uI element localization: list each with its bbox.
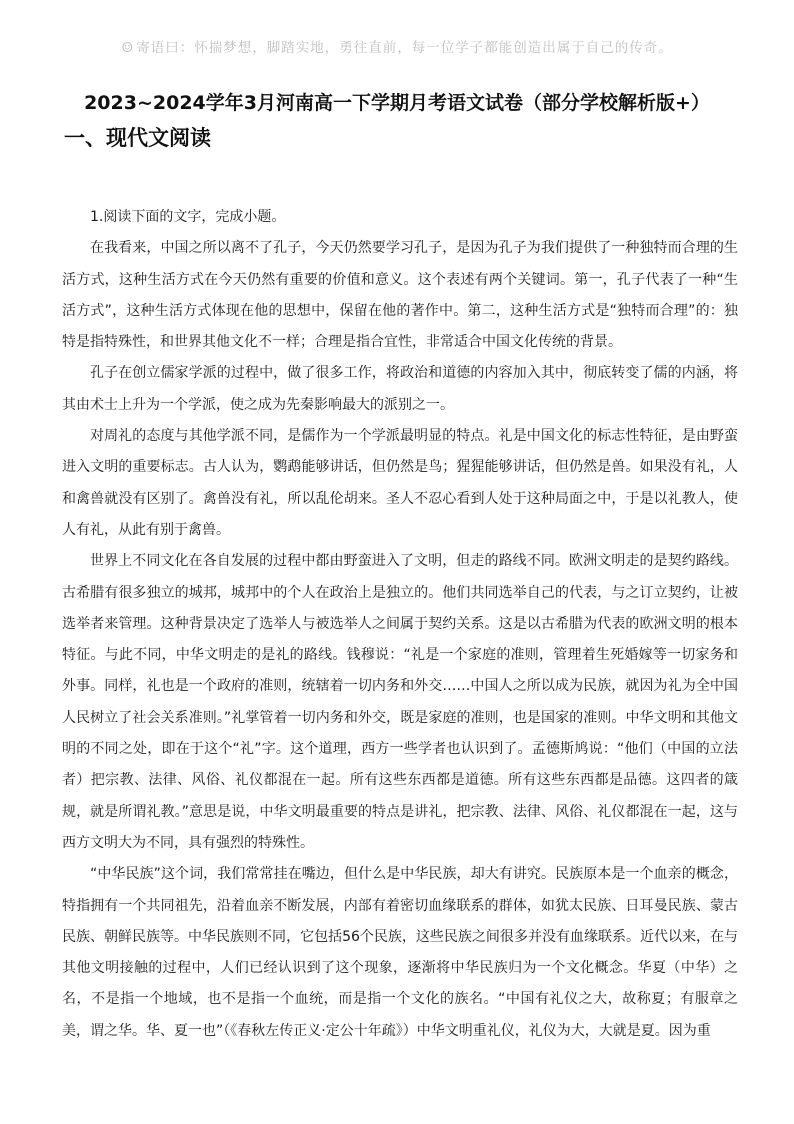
motto-text: 寄语曰：怀揣梦想，脚踏实地，勇往直前，每一位学子都能创造出属于自己的传奇。 xyxy=(136,40,673,56)
passage-paragraph: 孔子在创立儒家学派的过程中，做了很多工作，将政治和道德的内容加入其中，彻底转变了儒的内涵，将其由术士上升为一个学派，使之成为先秦影响最大的派别之一。 xyxy=(62,365,738,413)
passage-paragraph: 世界上不同文化在各自发展的过程中都由野蛮进入了文明，但走的路线不同。欧洲文明走的是契约路线。古希腊有很多独立的城邦，城邦中的个人在政治上是独立的。他们共同选举自己的代表，与之订立契约，让被选举者来管理。这种背景决定了选举人与被选举人之间属于契约关系。这是以古希腊为代表的欧洲文明的根本特征。与此不同，中华文明走的是礼的路线。钱穆说：“礼是一个家庭的准则，管理着生死婚嫁等一切家务和外事。同样，礼也是一个政府的准则，统辖着一切内务和外交……中国人之所以成为民族，就因为礼为全中国人民树立了社会关系准则。”礼掌管着一切内务和外交，既是家庭的准则，也是国家的准则。中华文明和其他文明的不同之处，即在于这个“礼”字。这个道理，西方一些学者也认识到了。孟德斯鸠说：“他们（中国的立法者）把宗教、法律、风俗、礼仪都混在一起。所有这些东西都是道德。所有这些东西都是品德。这四者的箴规，就是所谓礼教。”意思是说，中华文明最重要的特点是讲礼，把宗教、法律、风俗、礼仪都混在一起，这与西方文明大为不同，具有强烈的特殊性。 xyxy=(62,553,738,851)
document-title: 2023~2024学年3月河南高一下学期月考语文试卷（部分学校解析版+） xyxy=(84,92,710,114)
question-prompt: 1.阅读下面的文字，完成小题。 xyxy=(90,209,286,225)
passage-paragraph: 在我看来，中国之所以离不了孔子，今天仍然要学习孔子，是因为孔子为我们提供了一种独特而合理的生活方式，这种生活方式在今天仍然有重要的价值和意义。这个表述有两个关键词。第一，孔子代表了一种“生活方式”，这种生活方式体现在他的思想中，保留在他的著作中。第二，这种生活方式是“独特而合理”的：独特是指特殊性，和世界其他文化不一样；合理是指合宜性，非常适合中国文化传统的背景。 xyxy=(62,240,738,351)
passage-paragraph: “中华民族”这个词，我们常常挂在嘴边，但什么是中华民族，却大有讲究。民族原本是一个血亲的概念，特指拥有一个共同祖先，沿着血亲不断发展，内部有着密切血缘联系的群体，如犹太民族、日耳曼民族、蒙古民族、朝鲜民族等。中华民族则不同，它包括56个民族，这些民族之间很多并没有血缘联系。近代以来，在与其他文明接触的过程中，人们已经认识到了这个现象，逐渐将中华民族归为一个文化概念。华夏（中华）之名，不是指一个地域，也不是指一个血统，而是指一个文化的族名。“中国有礼仪之大，故称夏；有服章之美，谓之华。华、夏一也”（《春秋左传正义·定公十年疏》）中华文明重礼仪，礼仪为大，大就是夏。因为重 xyxy=(62,866,738,1039)
section-heading: 一、现代文阅读 xyxy=(64,125,211,150)
passage-paragraph: 对周礼的态度与其他学派不同，是儒作为一个学派最明显的特点。礼是中国文化的标志性特征，是由野蛮进入文明的重要标志。古人认为，鹦鹉能够讲话，但仍然是鸟；猩猩能够讲话，但仍然是兽。如果没有礼，人和禽兽就没有区别了。禽兽没有礼，所以乱伦胡来。圣人不忍心看到人处于这种局面之中，于是以礼教人，使人有礼，从此有别于禽兽。 xyxy=(62,428,738,538)
reading-passage xyxy=(62,202,738,1047)
header-motto xyxy=(0,36,794,56)
smile-icon: ☺ xyxy=(121,40,135,56)
